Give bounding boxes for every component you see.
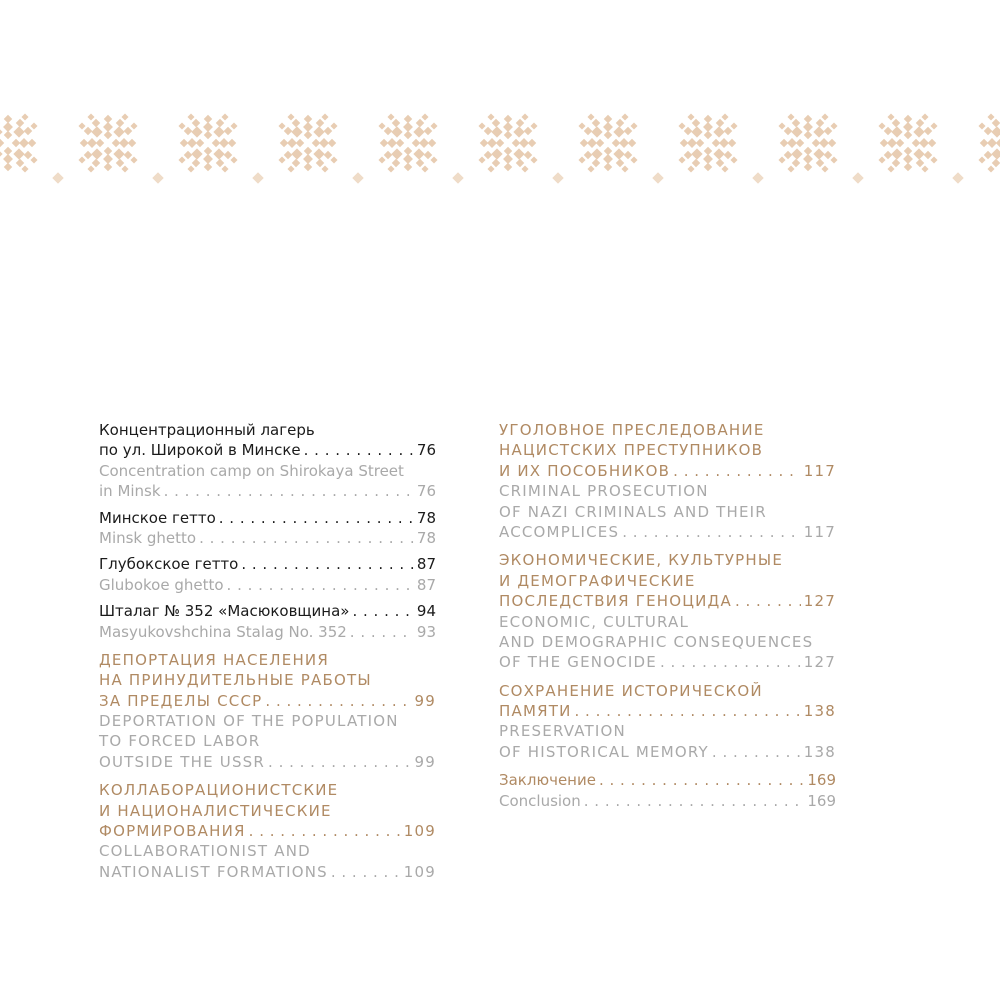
toc-line-title: ДЕПОРТАЦИЯ НАСЕЛЕНИЯ	[99, 650, 329, 669]
page-number: 87	[416, 575, 436, 594]
dot-leader	[304, 440, 414, 460]
toc-line-title: ACCOMPLICES	[499, 522, 620, 541]
dot-leader	[219, 508, 414, 528]
toc-line-title: DEPORTATION OF THE POPULATION	[99, 712, 399, 731]
dot-leader	[164, 481, 414, 501]
toc-line	[99, 622, 436, 642]
toc-line-title: НАЦИСТСКИХ ПРЕСТУПНИКОВ	[499, 441, 764, 460]
toc-line	[499, 632, 836, 652]
toc-line-title: NATIONALIST FORMATIONS	[99, 862, 328, 881]
toc-line-title: Glubokoe ghetto	[99, 575, 224, 594]
diamond-ornament-icon	[552, 172, 563, 183]
toc-line-title: CRIMINAL PROSECUTION	[499, 482, 709, 501]
toc-line-title: Concentration camp on Shirokaya Street	[99, 461, 404, 480]
toc-line-title: Conclusion	[499, 791, 581, 810]
toc-line-title: ПАМЯТИ	[499, 702, 572, 721]
dot-leader	[735, 591, 801, 611]
toc-line-title: ЗА ПРЕДЕЛЫ СССР	[99, 691, 263, 710]
toc-line	[99, 440, 436, 460]
diamond-ornament-icon	[352, 172, 363, 183]
toc-entry	[99, 420, 436, 502]
page-number: 93	[416, 622, 436, 641]
toc-line	[499, 440, 836, 460]
toc-line-title: ЭКОНОМИЧЕСКИЕ, КУЛЬТУРНЫЕ	[499, 551, 783, 570]
toc-line	[99, 528, 436, 548]
diamond-ornament-icon	[952, 172, 963, 183]
toc-entry	[99, 508, 436, 549]
toc-line-title: ПОСЛЕДСТВИЯ ГЕНОЦИДА	[499, 592, 732, 611]
toc-line	[499, 681, 836, 701]
toc-line-title: TO FORCED LABOR	[99, 732, 261, 751]
toc-line	[99, 841, 436, 861]
toc-line-title: ECONOMIC, CULTURAL	[499, 612, 690, 631]
toc-line	[499, 742, 836, 762]
diamond-ornament-icon	[152, 172, 163, 183]
dot-leader	[268, 752, 411, 772]
page-number: 78	[416, 528, 436, 547]
toc-entry	[99, 650, 436, 772]
page-number: 76	[416, 441, 436, 460]
dot-leader	[575, 701, 801, 721]
toc-line-title: НА ПРИНУДИТЕЛЬНЫЕ РАБОТЫ	[99, 671, 372, 690]
page-number: 127	[803, 653, 836, 672]
toc-line	[99, 801, 436, 821]
toc-line	[99, 752, 436, 772]
page-number: 78	[416, 508, 436, 527]
toc-entry	[99, 601, 436, 642]
page-number: 127	[803, 592, 836, 611]
toc-entry	[499, 550, 836, 672]
page-number: 117	[803, 522, 836, 541]
toc-line	[99, 420, 436, 440]
toc-line-title: И НАЦИОНАЛИСТИЧЕСКИЕ	[99, 801, 332, 820]
dot-leader	[622, 522, 801, 542]
toc-line	[499, 502, 836, 522]
toc-line-title: Глубокское гетто	[99, 555, 239, 574]
toc-line-title: OF THE GENOCIDE	[499, 653, 657, 672]
star-ornament-icon	[978, 113, 1000, 172]
toc-line	[99, 731, 436, 751]
page-number: 76	[416, 482, 436, 501]
page-number: 99	[414, 752, 436, 771]
toc-column-left	[99, 420, 436, 882]
page-number: 94	[416, 602, 436, 621]
toc-line-title: Концентрационный лагерь	[99, 421, 315, 439]
toc-line	[99, 711, 436, 731]
toc-line-title: OF NAZI CRIMINALS AND THEIR	[499, 502, 767, 521]
star-ornament-icon	[478, 113, 537, 172]
dot-leader	[265, 691, 411, 711]
dot-leader	[352, 601, 413, 621]
toc-line	[499, 481, 836, 501]
dot-leader	[584, 791, 805, 811]
toc-line-title: УГОЛОВНОЕ ПРЕСЛЕДОВАНИЕ	[499, 421, 765, 439]
page-number: 138	[803, 702, 836, 721]
page-number: 169	[807, 791, 836, 810]
toc-entry	[499, 770, 836, 811]
toc-line-title: ФОРМИРОВАНИЯ	[99, 822, 246, 841]
page-number: 169	[807, 771, 836, 790]
star-ornament-icon	[0, 113, 38, 172]
toc-line	[499, 791, 836, 811]
dot-leader	[199, 528, 414, 548]
dot-leader	[660, 652, 801, 672]
diamond-ornament-icon	[252, 172, 263, 183]
toc-line-title: СОХРАНЕНИЕ ИСТОРИЧЕСКОЙ	[499, 681, 763, 700]
toc-line	[499, 770, 836, 790]
toc-line-title: Шталаг № 352 «Масюковщина»	[99, 602, 350, 621]
page-number: 138	[803, 742, 836, 761]
toc-line-title: Minsk ghetto	[99, 528, 197, 547]
toc-line	[99, 481, 436, 501]
star-ornament-icon	[278, 113, 337, 172]
diamond-ornament-icon	[752, 172, 763, 183]
dot-leader	[599, 770, 804, 790]
star-ornament-icon	[578, 113, 637, 172]
toc-entry	[499, 420, 836, 542]
page-number: 109	[403, 822, 436, 841]
star-ornament-icon	[78, 113, 137, 172]
toc-line-title: OUTSIDE THE USSR	[99, 752, 266, 771]
toc-line-title: Минское гетто	[99, 508, 216, 527]
toc-line-title: OF HISTORICAL MEMORY	[499, 742, 709, 761]
toc-line-title: по ул. Широкой в Минске	[99, 441, 301, 460]
toc-line	[499, 522, 836, 542]
toc-line-title: AND DEMOGRAPHIC CONSEQUENCES	[499, 632, 814, 651]
toc-line	[99, 780, 436, 800]
page-number: 87	[416, 555, 436, 574]
toc-line	[99, 554, 436, 574]
ornament-border	[0, 108, 1000, 192]
diamond-ornament-icon	[452, 172, 463, 183]
toc-line-title: И ДЕМОГРАФИЧЕСКИЕ	[499, 571, 696, 590]
toc-line-title: КОЛЛАБОРАЦИОНИСТСКИЕ	[99, 781, 339, 800]
toc-line	[99, 862, 436, 882]
star-ornament-icon	[878, 113, 937, 172]
dot-leader	[350, 622, 414, 642]
toc-line	[499, 652, 836, 672]
dot-leader	[227, 575, 414, 595]
star-ornament-icon	[778, 113, 837, 172]
star-ornament-icon	[378, 113, 437, 172]
toc-line	[99, 461, 436, 481]
toc-line	[499, 420, 836, 440]
page-number: 109	[403, 862, 436, 881]
star-ornament-icon	[178, 113, 237, 172]
toc-line	[99, 691, 436, 711]
toc-line	[499, 612, 836, 632]
toc-line	[499, 571, 836, 591]
toc-line	[499, 721, 836, 741]
toc-column-right	[499, 420, 836, 811]
toc-line-title: И ИХ ПОСОБНИКОВ	[499, 461, 671, 480]
toc-line-title: in Minsk	[99, 482, 161, 501]
dot-leader	[712, 742, 801, 762]
toc-line-title: Заключение	[499, 771, 596, 790]
dot-leader	[249, 821, 401, 841]
toc-line	[99, 650, 436, 670]
toc-line-title: COLLABORATIONIST AND	[99, 842, 311, 861]
toc-line	[99, 821, 436, 841]
toc-line	[499, 701, 836, 721]
dot-leader	[241, 554, 414, 574]
dot-leader	[331, 862, 401, 882]
toc-entry	[99, 780, 436, 882]
toc-line-title: Masyukovshchina Stalag No. 352	[99, 622, 347, 641]
toc-line-title: PRESERVATION	[499, 722, 626, 741]
toc-line	[99, 601, 436, 621]
toc-line	[99, 508, 436, 528]
toc-line	[99, 670, 436, 690]
toc-entry	[99, 554, 436, 595]
star-ornament-icon	[678, 113, 737, 172]
diamond-ornament-icon	[852, 172, 863, 183]
toc-line	[499, 550, 836, 570]
page-number: 99	[414, 691, 436, 710]
toc-line	[99, 575, 436, 595]
toc-entry	[499, 681, 836, 763]
dot-leader	[673, 461, 801, 481]
toc-line	[499, 461, 836, 481]
toc-line	[499, 591, 836, 611]
page-number: 117	[803, 461, 836, 480]
diamond-ornament-icon	[52, 172, 63, 183]
diamond-ornament-icon	[652, 172, 663, 183]
